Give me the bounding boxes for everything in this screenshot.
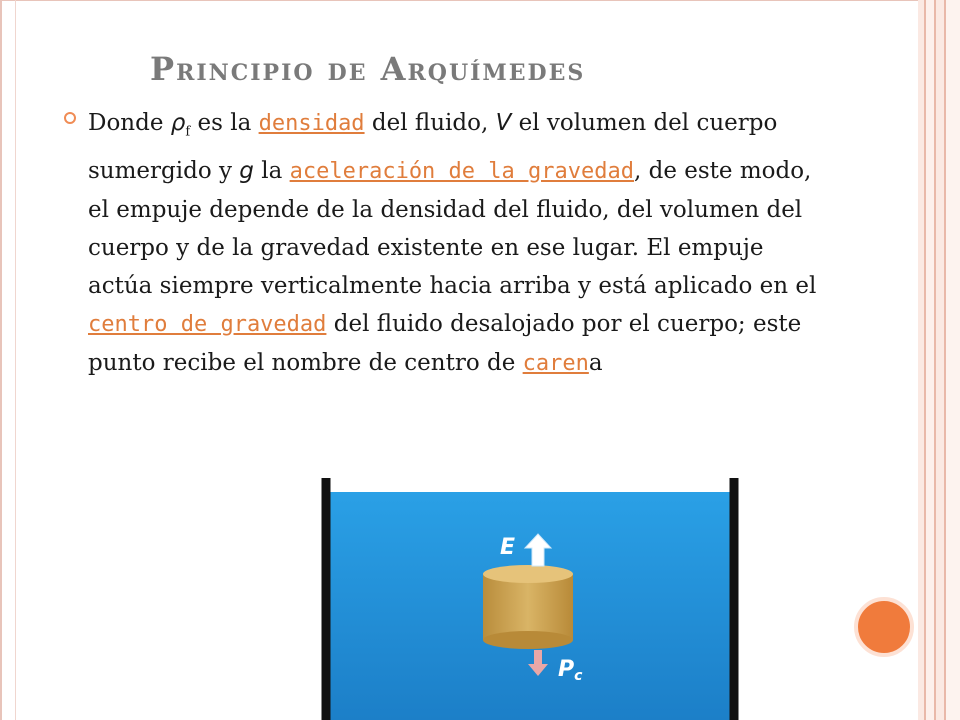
volume-symbol: V [495,110,512,136]
text-segment: la [253,157,290,184]
text-segment: el volumen del cuerpo sumergido y [88,110,778,184]
submerged-cylinder [483,565,573,649]
rho-subscript: f [185,124,191,140]
label-empuje: E [500,535,516,560]
link-carena[interactable]: caren [522,350,589,376]
slide-title: Principio de Arquímedes [150,50,586,88]
label-peso-main: P [558,657,575,682]
label-peso-sub: c [574,668,583,684]
link-densidad[interactable]: densidad [258,111,365,136]
bullet-icon [64,112,76,124]
text-segment: a [588,349,603,376]
slide-frame-left [0,0,16,720]
text-segment: es la [190,110,259,136]
text-segment: , de este modo, el empuje depende de la densidad del fluido, del volumen del cuerpo y de la gravedad existente en ese lugar. El empuje actúa siempre verticalmente hacia arriba y está aplicado en el [88,157,817,299]
text-segment: del fluido desalojado por el cuerpo; este punto recibe el nombre de centro de [88,310,802,376]
slide-frame-top [0,0,960,15]
rho-symbol: ρ [170,110,186,136]
accent-circle [854,597,914,657]
text-segment: Donde [88,110,171,136]
gravity-symbol: g [239,157,254,184]
link-centro-gravedad[interactable]: centro de gravedad [88,311,327,337]
text-segment: del fluido, [364,110,496,136]
archimedes-tank-diagram [300,468,750,720]
body-paragraph [88,104,818,383]
slide-frame-right-stripes [918,0,960,720]
link-aceleracion-gravedad[interactable]: aceleración de la gravedad [289,158,634,184]
